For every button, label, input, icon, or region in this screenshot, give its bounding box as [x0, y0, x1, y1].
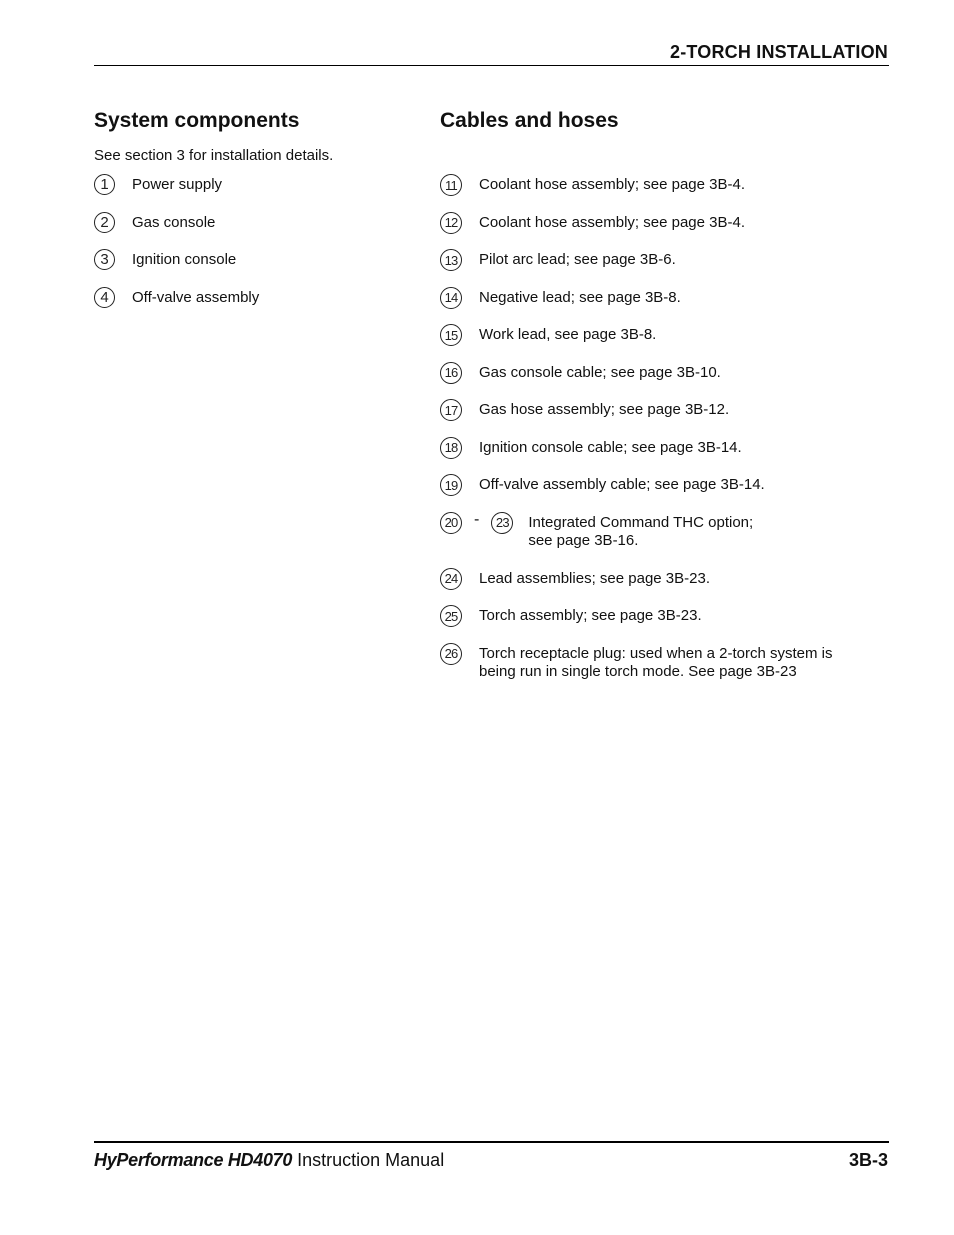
item-number-circle: 2: [94, 212, 115, 233]
manual-label: Instruction Manual: [292, 1150, 445, 1170]
item-number-circle: 12: [440, 212, 462, 234]
item-number-circle: 13: [440, 249, 462, 271]
item-label: Work lead, see page 3B-8.: [479, 326, 657, 343]
item-label: Lead assemblies; see page 3B-23.: [479, 569, 710, 587]
system-components-heading: System components: [94, 109, 300, 132]
footer-manual-title: [94, 1150, 444, 1171]
section-header-title: 2-TORCH INSTALLATION: [670, 42, 888, 62]
spacer: [440, 147, 870, 176]
list-item: [440, 289, 870, 327]
product-name: HyPerformance HD4070: [94, 1150, 293, 1170]
list-item: [94, 251, 414, 289]
item-label-line: being run in single torch mode. See page 3B-23: [479, 662, 797, 680]
item-label-line: Torch receptacle plug: used when a 2-torch system is: [479, 644, 833, 662]
item-label-line: Integrated Command THC option;: [528, 513, 754, 531]
item-label: Off-valve assembly cable; see page 3B-14.: [479, 476, 765, 493]
list-item: [440, 439, 870, 477]
item-label: Pilot arc lead; see page 3B-6.: [479, 251, 676, 268]
list-item: [440, 570, 870, 608]
item-number-circle: 18: [440, 437, 462, 459]
item-label: Negative lead; see page 3B-8.: [479, 288, 681, 306]
item-label: Gas hose assembly; see page 3B-12.: [479, 401, 730, 418]
item-label: Coolant hose assembly; see page 3B-4.: [479, 176, 745, 193]
item-label: Coolant hose assembly; see page 3B-4.: [479, 213, 745, 231]
item-number-circle: 16: [440, 362, 462, 384]
list-item: [440, 251, 870, 289]
list-item-range: [440, 510, 870, 570]
item-number-circle: 24: [440, 568, 462, 590]
list-item: [440, 214, 870, 252]
item-label: Torch assembly; see page 3B-23.: [479, 607, 702, 624]
footer-rule: [94, 1141, 889, 1143]
list-item: [440, 401, 870, 439]
item-number-circle: 25: [440, 605, 462, 627]
item-number-circle: 19: [440, 474, 462, 496]
item-number-circle: 15: [440, 324, 462, 346]
item-label: Power supply: [132, 176, 223, 193]
page-number: 3B-3: [848, 1150, 888, 1170]
item-number-circle: 26: [440, 643, 462, 665]
list-item: [94, 289, 414, 327]
item-number-circle: 17: [440, 399, 462, 421]
range-dash: -: [474, 510, 480, 528]
item-label: Off-valve assembly: [132, 288, 260, 306]
item-label: Gas console cable; see page 3B-10.: [479, 363, 721, 381]
item-number-circle: 3: [94, 249, 115, 270]
list-item: [440, 176, 870, 214]
list-item: [440, 645, 870, 701]
cables-and-hoses-section: [440, 108, 870, 701]
item-number-circle: 1: [94, 174, 115, 195]
list-item: [440, 364, 870, 402]
item-number-circle: 4: [94, 287, 115, 308]
installation-intro: See section 3 for installation details.: [94, 147, 334, 164]
list-item: [440, 607, 870, 645]
header-rule: [94, 65, 889, 66]
item-number-circle: 20: [440, 512, 462, 534]
item-label: Gas console: [132, 213, 216, 231]
system-components-section: [94, 108, 414, 326]
list-item: [94, 176, 414, 214]
item-label: Ignition console cable; see page 3B-14.: [479, 438, 742, 456]
item-number-circle: 14: [440, 287, 462, 309]
item-number-circle: 11: [440, 174, 462, 196]
item-number-circle: 23: [491, 512, 513, 534]
list-item: [440, 326, 870, 364]
list-item: [94, 214, 414, 252]
item-label: Ignition console: [132, 251, 237, 268]
item-label: [528, 514, 753, 550]
item-label: [479, 645, 833, 681]
cables-and-hoses-heading: Cables and hoses: [440, 109, 619, 132]
item-label-line: see page 3B-16.: [528, 531, 639, 549]
list-item: [440, 476, 870, 514]
